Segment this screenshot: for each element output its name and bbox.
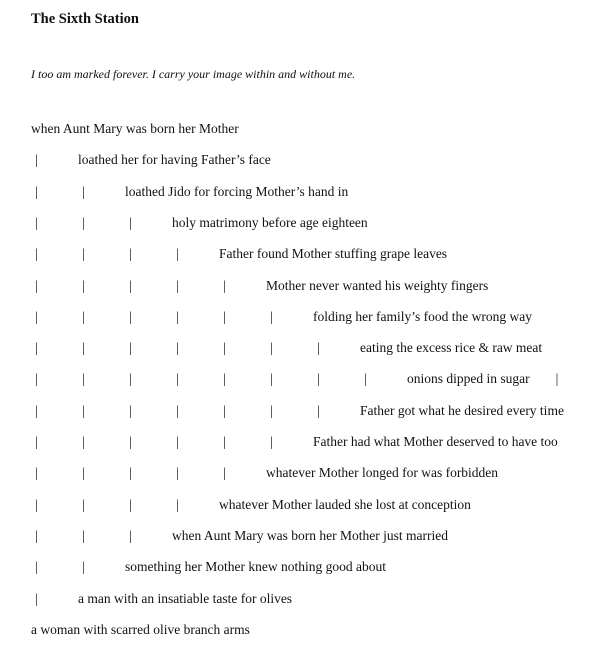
poem-line-text: Father had what Mother deserved to have too	[313, 434, 558, 449]
poem-line	[0, 119, 591, 139]
poem-line-text: Mother never wanted his weighty fingers	[266, 277, 489, 293]
poem-line	[0, 495, 591, 515]
indent-bar: |	[270, 434, 273, 449]
indent-bar: |	[223, 465, 226, 481]
indent-bar: |	[270, 340, 273, 356]
indent-bar: |	[270, 308, 273, 324]
poem-line	[0, 526, 591, 546]
indent-bar: |	[35, 308, 38, 324]
poem-line	[0, 182, 591, 202]
indent-bar: |	[35, 465, 38, 481]
poem-line	[0, 369, 591, 389]
poem-line-text: a woman with scarred olive branch arms	[31, 621, 250, 637]
poem-line-text: folding her family’s food the wrong way	[313, 308, 532, 324]
indent-bar: |	[82, 308, 85, 324]
poem-line	[0, 276, 591, 296]
indent-bar: |	[176, 434, 179, 449]
poem-line-text: whatever Mother longed for was forbidden	[266, 465, 499, 481]
indent-bar: |	[223, 371, 226, 387]
indent-bar: |	[35, 434, 38, 449]
poem-line	[0, 432, 591, 452]
indent-bar: |	[317, 402, 320, 418]
poem-line-text: loathed Jido for forcing Mother’s hand in	[125, 183, 349, 199]
indent-bar: |	[129, 308, 132, 324]
indent-bar: |	[176, 371, 179, 387]
indent-bar: |	[82, 340, 85, 356]
indent-bar: |	[82, 214, 85, 230]
epigraph: I too am marked forever. I carry your image within and without me.	[31, 67, 356, 81]
indent-bar: |	[35, 496, 38, 512]
indent-bar: |	[129, 277, 132, 293]
indent-bar: |	[223, 340, 226, 356]
poem-line-text: a man with an insatiable taste for olives	[78, 590, 293, 606]
indent-bar: |	[176, 496, 179, 512]
indent-bar: |	[35, 246, 38, 262]
indent-bar: |	[35, 527, 38, 543]
indent-bar: |	[82, 465, 85, 481]
indent-bar: |	[82, 277, 85, 293]
indent-bar: |	[129, 527, 132, 543]
indent-bar: |	[223, 402, 226, 418]
poem-line-text: Father found Mother stuffing grape leaves	[219, 246, 448, 262]
poem-line-text: onions dipped in sugar	[407, 371, 530, 387]
indent-bar: |	[82, 246, 85, 262]
poem-line-text: eating the excess rice & raw meat	[360, 340, 543, 356]
indent-bar: |	[176, 465, 179, 481]
poem-line-text: when Aunt Mary was born her Mother	[31, 121, 239, 136]
indent-bar: |	[223, 277, 226, 293]
poem-line-text: something her Mother knew nothing good about	[125, 559, 386, 575]
poem-line-text: holy matrimony before age eighteen	[172, 214, 368, 230]
poem-line	[0, 620, 591, 640]
indent-bar: |	[82, 402, 85, 418]
indent-bar: |	[176, 277, 179, 293]
indent-bar: |	[270, 402, 273, 418]
indent-bar: |	[317, 371, 320, 387]
poem-line-text: whatever Mother lauded she lost at conception	[219, 496, 471, 512]
poem-line-text: loathed her for having Father’s face	[78, 152, 271, 168]
indent-bar: |	[35, 277, 38, 293]
indent-bar: |	[129, 434, 132, 449]
indent-bar: |	[82, 183, 85, 199]
indent-bar: |	[82, 496, 85, 512]
indent-bar: |	[35, 340, 38, 356]
poem-line-text: when Aunt Mary was born her Mother just married	[172, 527, 448, 543]
poem-line	[0, 463, 591, 483]
indent-bar: |	[129, 214, 132, 230]
poem-line-text: Father got what he desired every time	[360, 402, 564, 418]
indent-bar: |	[364, 371, 367, 387]
indent-bar: |	[129, 402, 132, 418]
indent-bar: |	[82, 434, 85, 449]
poem-line	[0, 338, 591, 358]
indent-bar: |	[129, 496, 132, 512]
indent-bar: |	[35, 183, 38, 199]
indent-bar: |	[35, 152, 38, 168]
indent-bar: |	[223, 308, 226, 324]
indent-bar: |	[129, 371, 132, 387]
poem-line	[0, 589, 591, 609]
indent-bar: |	[35, 402, 38, 418]
indent-bar: |	[129, 340, 132, 356]
poem-line	[0, 307, 591, 327]
indent-bar: |	[82, 559, 85, 575]
indent-bar: |	[35, 559, 38, 575]
indent-bar: |	[82, 527, 85, 543]
indent-bar: |	[176, 246, 179, 262]
poem-line	[0, 150, 591, 170]
indent-bar: |	[35, 590, 38, 606]
indent-bar: |	[129, 246, 132, 262]
indent-bar: |	[317, 340, 320, 356]
poem-line	[0, 213, 591, 233]
indent-bar: |	[176, 308, 179, 324]
poem-line	[0, 401, 591, 421]
indent-bar: |	[82, 371, 85, 387]
poem-line	[0, 557, 591, 577]
poem-line	[0, 244, 591, 264]
poem-title: The Sixth Station	[31, 11, 139, 27]
indent-bar: |	[35, 214, 38, 230]
indent-bar: |	[35, 371, 38, 387]
indent-bar: |	[270, 371, 273, 387]
trailing-bar: |	[555, 371, 559, 387]
indent-bar: |	[176, 340, 179, 356]
indent-bar: |	[223, 434, 226, 449]
indent-bar: |	[176, 402, 179, 418]
indent-bar: |	[129, 465, 132, 481]
